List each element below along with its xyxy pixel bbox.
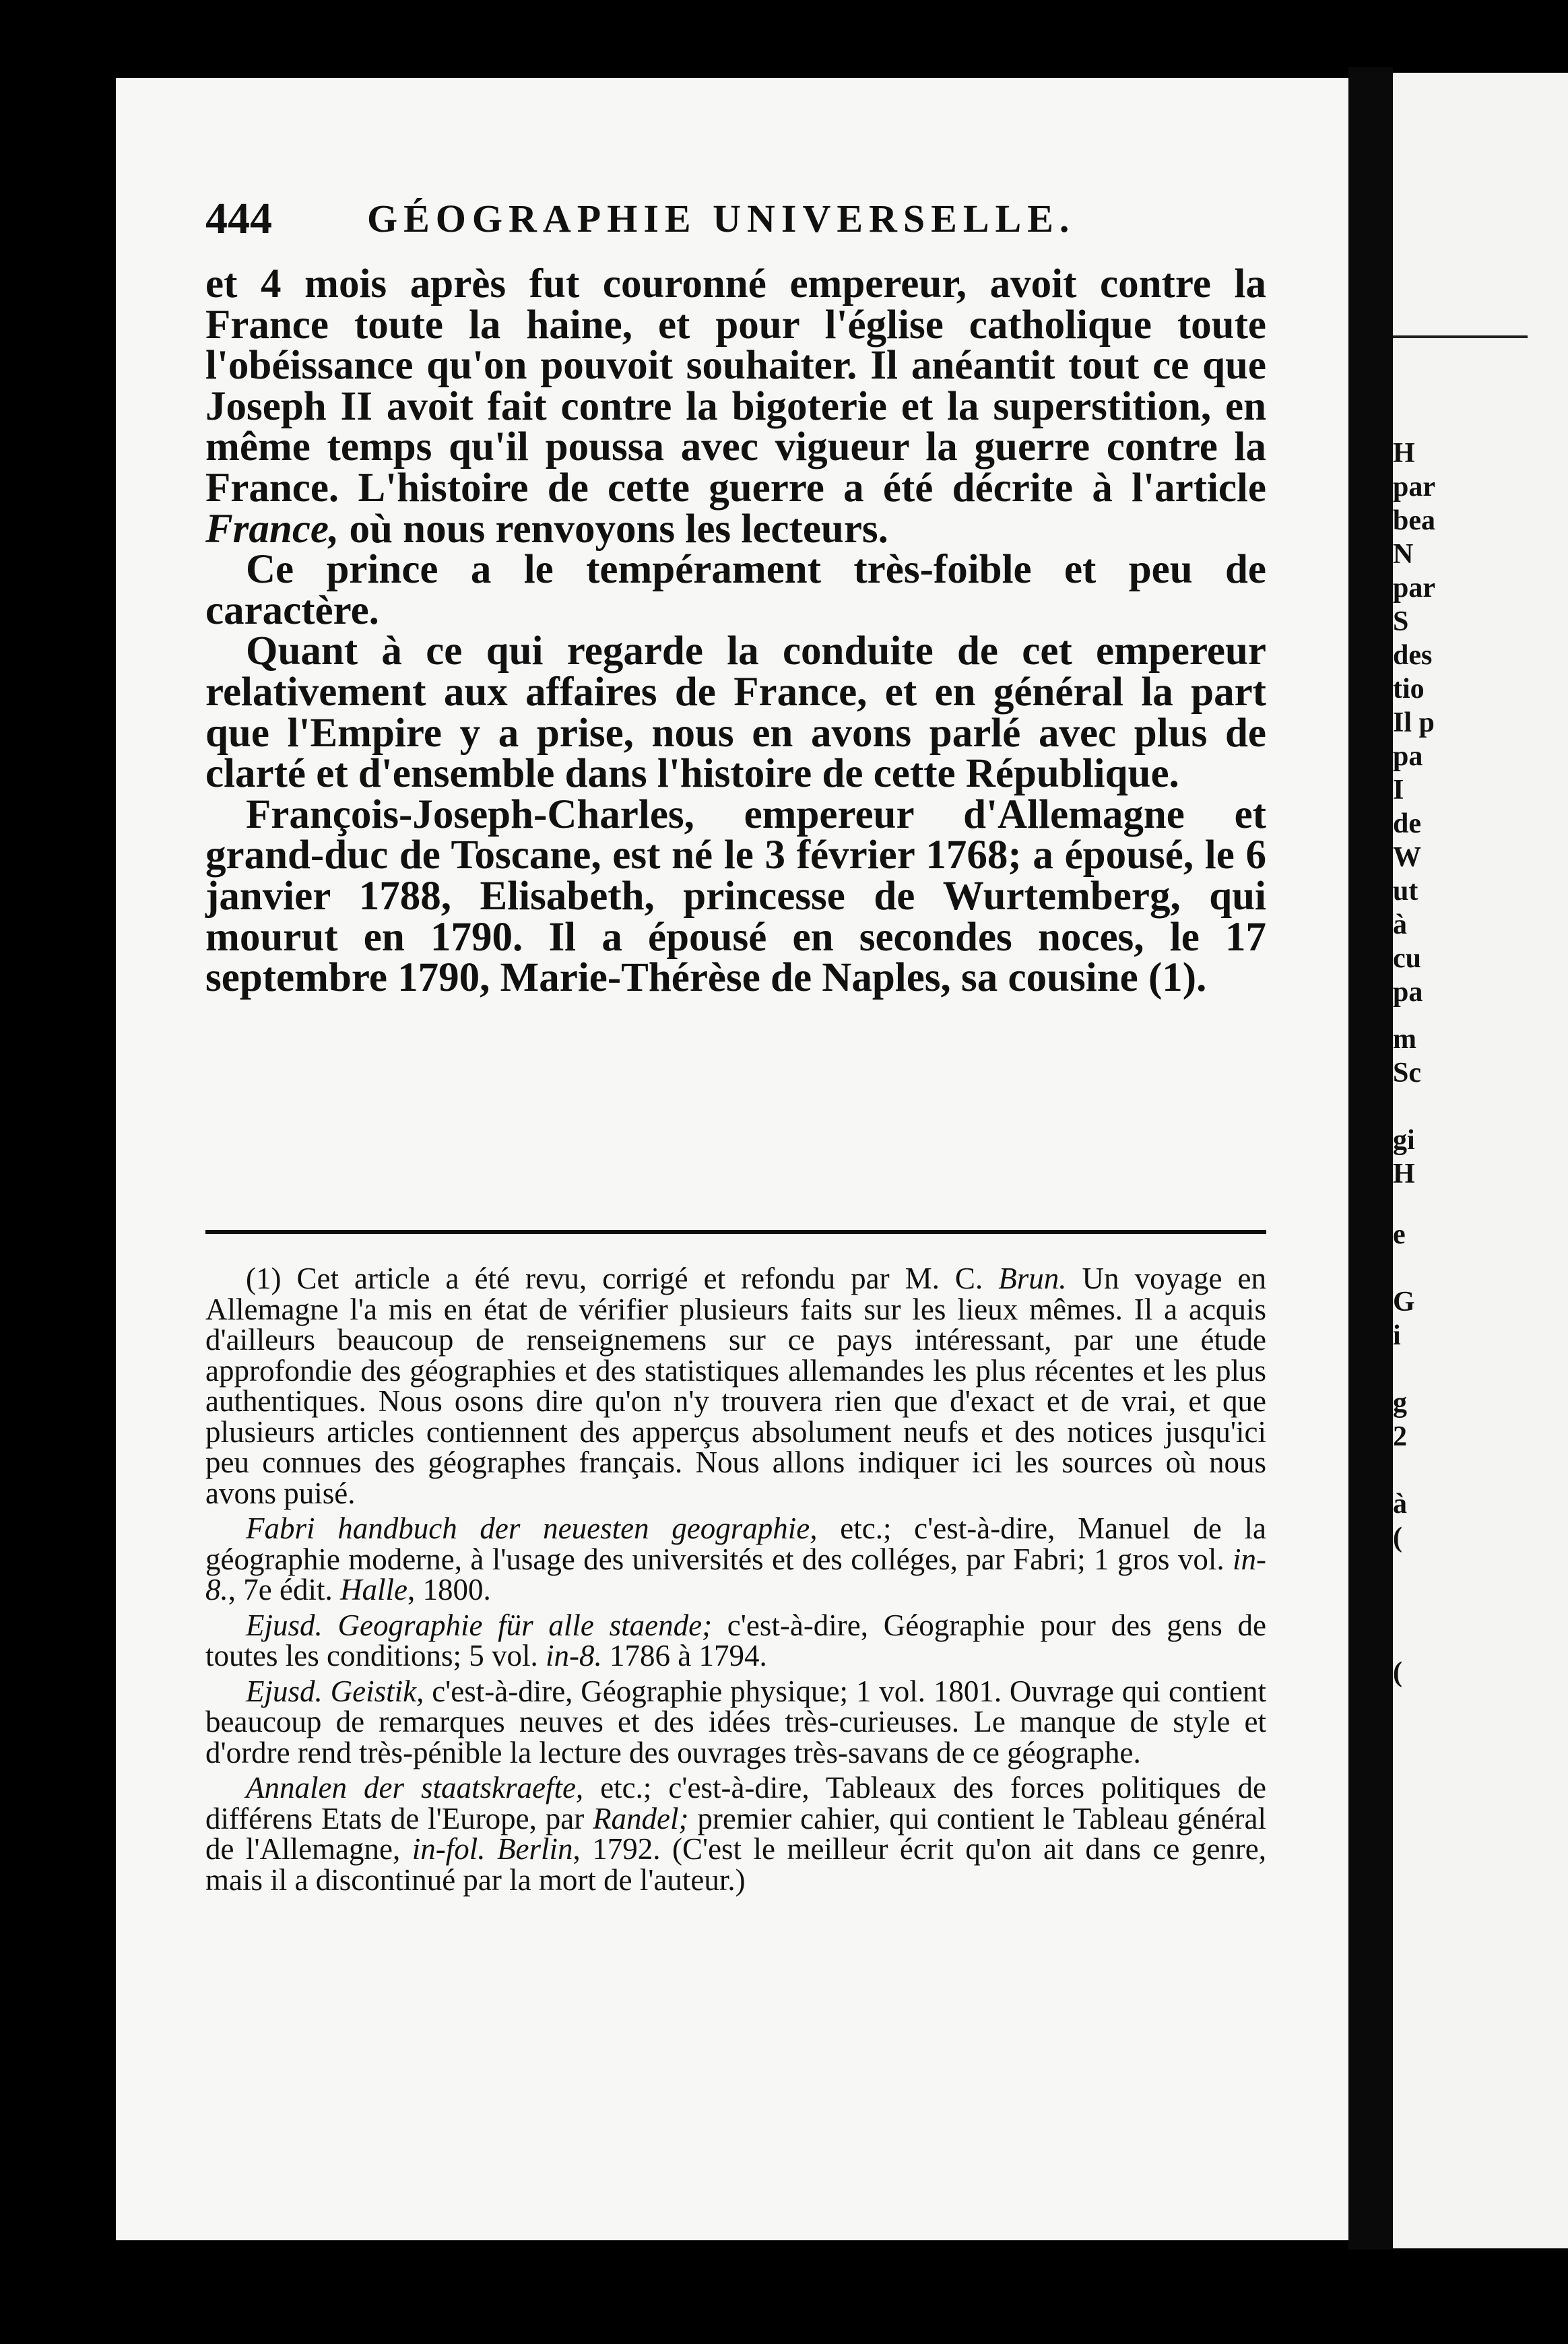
next-page-rule xyxy=(1393,335,1528,338)
running-header xyxy=(205,182,1148,256)
next-page-line: ( xyxy=(1393,1522,1402,1553)
source-4-text: etc.; c'est-à-dire, Tableaux des forces politiques de différens Etats de l'Europe, par xyxy=(205,1771,1267,1835)
next-page-line: e xyxy=(1393,1219,1406,1250)
paragraph-1-text: et 4 mois après fut couronné empereur, avoit contre la France toute la haine, et pour l'église catholique toute l'obéissance qu'on pouvoit souhaiter. Il anéantit tout ce que Joseph II avoit fait contre la bigoterie et la superstition, en même temps qu'il poussa avec vigueur la guerre contre la France. L'histoire de cette guerre a été décrite à l'article xyxy=(205,261,1266,511)
source-2 xyxy=(205,1610,1266,1672)
next-page-line: de xyxy=(1393,808,1421,839)
running-title: GÉOGRAPHIE UNIVERSELLE. xyxy=(367,197,1076,240)
next-page-line: ( xyxy=(1393,1657,1402,1688)
footnote-1-name: Brun. xyxy=(998,1262,1067,1295)
next-page-line: bea xyxy=(1393,505,1435,536)
paragraph-1-italic: France, xyxy=(205,506,339,552)
paragraph-3: Quant à ce qui regarde la conduite de cet empereur relativement aux affaires de France, et en général la part que l'Empire y a prise, nous en avons parlé avec plus de clarté et d'ensemble dans l'histoire de cette République. xyxy=(205,628,1266,797)
footnote-1-rest: Un voyage en Allemagne l'a mis en état de vérifier plusieurs faits sur les lieux mêmes. Il a acquis d'ailleurs beaucoup de renseignemens sur ce pays intéressant, par une étude approfondie des géographies et des statistiques allemandes les plus récentes et les plus authentiques. Nous osons dire qu'on n'y trouvera rien que d'exact et de vrai, et que plusieurs articles contiennent des apperçus absolument neufs et des notices jusqu'ici peu connues des géographes français. Nous allons indiquer ici les sources où nous avons puisé. xyxy=(205,1262,1267,1510)
next-page-line: par xyxy=(1393,471,1435,502)
source-3-title: Ejusd. Geistik, xyxy=(246,1674,424,1708)
source-2-years: 1786 à 1794. xyxy=(609,1639,767,1672)
source-3-text: c'est-à-dire, Géographie physique; 1 vol. 1801. Ouvrage qui contient beaucoup de remarques neuves et des idées très-curieuses. Le manque de style et d'ordre rend très-pénible la lecture des ouvrages très-savans de ce géographe. xyxy=(205,1674,1267,1769)
source-1-year: , 1800. xyxy=(407,1573,491,1606)
source-1-title: Fabri handbuch der neuesten geographie, xyxy=(246,1511,818,1545)
source-2-format: in-8. xyxy=(545,1639,602,1672)
next-page-line: i xyxy=(1393,1320,1401,1351)
next-page-line: à xyxy=(1393,1489,1407,1520)
next-page-line: N xyxy=(1393,539,1414,570)
paragraph-4: François-Joseph-Charles, empereur d'Allemagne et grand-duc de Toscane, est né le 3 février 1768; a épousé, le 6 janvier 1788, Elisabeth, princesse de Wurtemberg, qui mourut en 1790. Il a épousé en secondes noces, le 17 septembre 1790, Marie-Thérèse de Naples, sa cousine (1). xyxy=(205,791,1266,1001)
book-gutter xyxy=(1348,67,1393,2250)
next-page-line: pa xyxy=(1393,977,1423,1008)
source-3 xyxy=(205,1676,1266,1769)
paragraph-1 xyxy=(205,261,1266,552)
source-2-text: c'est-à-dire, Géographie pour des gens de toutes les conditions; 5 vol. xyxy=(205,1608,1266,1672)
source-1-format: in-8. xyxy=(205,1542,1266,1606)
next-page-line: Sc xyxy=(1393,1057,1421,1088)
next-page-line: gi xyxy=(1393,1125,1415,1156)
next-page-line: par xyxy=(1393,573,1435,604)
next-page-line: I xyxy=(1393,775,1404,806)
source-1 xyxy=(205,1513,1266,1606)
source-1-text: etc.; c'est-à-dire, Manuel de la géographie moderne, à l'usage des universités et des colléges, par Fabri; 1 gros vol. xyxy=(205,1511,1266,1576)
source-4-text-2: premier cahier, qui contient le Tableau général de l'Allemagne, xyxy=(205,1801,1267,1866)
next-page-line: Il p xyxy=(1393,707,1435,738)
footnote-separator xyxy=(205,1230,1266,1234)
source-4-title: Annalen der staatskraefte, xyxy=(246,1771,584,1804)
book-page-right-edge xyxy=(1393,73,1568,2248)
next-page-line: W xyxy=(1393,842,1421,873)
next-page-line: S xyxy=(1393,606,1409,637)
next-page-line: G xyxy=(1393,1287,1415,1317)
next-page-line: g xyxy=(1393,1388,1407,1419)
next-page-line: m xyxy=(1393,1024,1416,1055)
next-page-line: pa xyxy=(1393,741,1423,772)
footnote-1-start: (1) Cet article a été revu, corrigé et refondu par M. C. xyxy=(246,1262,983,1295)
paragraph-1-end: où nous renvoyons les lecteurs. xyxy=(349,506,888,552)
footnote-1 xyxy=(205,1264,1266,1509)
next-page-line: des xyxy=(1393,640,1433,671)
source-4-format: in-fol. xyxy=(412,1832,486,1866)
next-page-line: ut xyxy=(1393,876,1418,907)
paragraph-2: Ce prince a le tempérament très-foible et peu de caractère. xyxy=(205,547,1266,633)
next-page-line: 2 xyxy=(1393,1421,1407,1452)
main-text xyxy=(205,261,1266,1001)
source-2-title: Ejusd. Geographie für alle staende; xyxy=(246,1608,713,1642)
source-4 xyxy=(205,1773,1266,1895)
next-page-line: cu xyxy=(1393,943,1421,974)
source-1-edition: , 7e édit. xyxy=(228,1573,333,1606)
next-page-line: H xyxy=(1393,438,1415,469)
next-page-line: H xyxy=(1393,1159,1415,1190)
next-page-line: à xyxy=(1393,909,1407,940)
next-page-line: tio xyxy=(1393,674,1425,705)
page-number: 444 xyxy=(205,194,272,243)
source-4-place: Berlin xyxy=(497,1832,573,1866)
source-1-place: Halle xyxy=(339,1573,407,1606)
source-4-author: Randel; xyxy=(593,1801,689,1835)
source-4-end: , 1792. (C'est le meilleur écrit qu'on ait dans ce genre, mais il a discontinué par la mort de l'auteur.) xyxy=(205,1832,1267,1897)
footnotes xyxy=(205,1264,1266,1895)
